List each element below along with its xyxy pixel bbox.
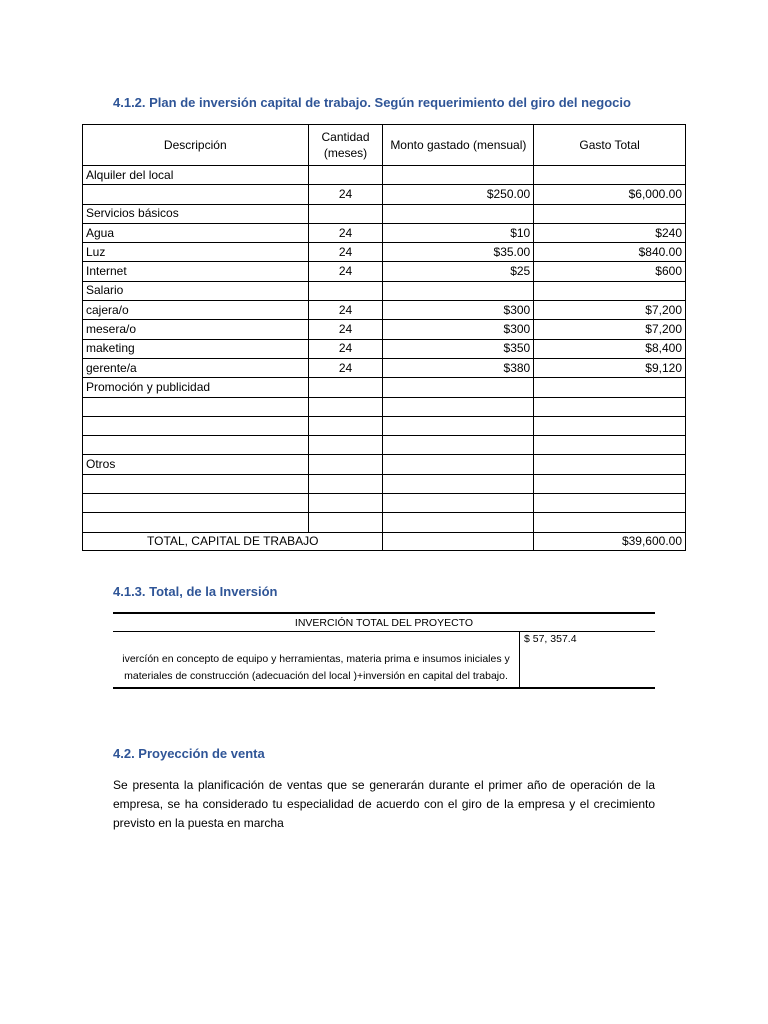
cell-cantidad: 24 <box>308 223 383 242</box>
cell-gasto-total <box>534 416 686 435</box>
cell-descripcion: Promoción y publicidad <box>83 378 309 397</box>
section-heading-412: 4.1.2. Plan de inversión capital de trabajo. Según requerimiento del giro del negocio <box>113 95 631 110</box>
cell-monto: $25 <box>383 262 534 281</box>
table-row <box>83 166 686 185</box>
cell-monto <box>383 436 534 455</box>
investment-description: ivercíón en concepto de equipo y herramientas, materia prima e insumos iniciales y materiales de construcción (adecuación del local )+inversión en capital del trabajo. <box>113 632 520 689</box>
cell-monto: $350 <box>383 339 534 358</box>
cell-descripcion <box>83 185 309 204</box>
cell-gasto-total: $9,120 <box>534 358 686 377</box>
table-row <box>83 397 686 416</box>
cell-descripcion: cajera/o <box>83 301 309 320</box>
cell-descripcion <box>83 474 309 493</box>
table-row <box>83 416 686 435</box>
cell-cantidad <box>308 513 383 532</box>
cell-cantidad: 24 <box>308 358 383 377</box>
cell-gasto-total: $600 <box>534 262 686 281</box>
cell-monto <box>383 281 534 300</box>
cell-gasto-total: $7,200 <box>534 320 686 339</box>
cell-monto: $35.00 <box>383 243 534 262</box>
cell-monto: $250.00 <box>383 185 534 204</box>
investment-table-title: INVERCIÓN TOTAL DEL PROYECTO <box>113 613 655 632</box>
investment-title-row <box>113 613 655 632</box>
cell-gasto-total <box>534 204 686 223</box>
cell-monto <box>383 378 534 397</box>
table-row <box>83 474 686 493</box>
cell-gasto-total: $840.00 <box>534 243 686 262</box>
total-row <box>83 532 686 550</box>
cell-gasto-total: $6,000.00 <box>534 185 686 204</box>
total-value: $39,600.00 <box>534 532 686 550</box>
investment-row <box>113 632 655 689</box>
cell-cantidad <box>308 281 383 300</box>
cell-cantidad: 24 <box>308 243 383 262</box>
total-investment-table <box>113 612 655 689</box>
table-row <box>83 185 686 204</box>
table-row <box>83 378 686 397</box>
header-monto: Monto gastado (mensual) <box>383 125 534 166</box>
cell-descripcion: gerente/a <box>83 358 309 377</box>
table-row <box>83 436 686 455</box>
cell-monto <box>383 474 534 493</box>
section-heading-413: 4.1.3. Total, de la Inversión <box>113 584 278 599</box>
cell-cantidad <box>308 436 383 455</box>
cell-monto <box>383 513 534 532</box>
cell-cantidad <box>308 397 383 416</box>
table-row <box>83 494 686 513</box>
sales-projection-paragraph: Se presenta la planificación de ventas que se generarán durante el primer año de operación de la empresa, se ha considerado tu especialidad de acuerdo con el giro de la empresa y el crecimiento previsto en la puesta en marcha <box>113 778 655 830</box>
header-descripcion: Descripción <box>83 125 309 166</box>
cell-gasto-total <box>534 436 686 455</box>
cell-monto: $300 <box>383 320 534 339</box>
cell-descripcion: mesera/o <box>83 320 309 339</box>
cell-gasto-total <box>534 378 686 397</box>
cell-monto <box>383 494 534 513</box>
cell-descripcion <box>83 436 309 455</box>
cell-descripcion <box>83 513 309 532</box>
table-row <box>83 204 686 223</box>
table-row <box>83 339 686 358</box>
cell-descripcion: maketing <box>83 339 309 358</box>
table-row <box>83 358 686 377</box>
cell-cantidad <box>308 416 383 435</box>
cell-descripcion <box>83 494 309 513</box>
total-empty-cell <box>383 532 534 550</box>
cell-gasto-total <box>534 281 686 300</box>
cell-cantidad: 24 <box>308 185 383 204</box>
cell-monto <box>383 166 534 185</box>
cell-cantidad: 24 <box>308 320 383 339</box>
table-row <box>83 320 686 339</box>
table-body <box>83 166 686 533</box>
cell-descripcion <box>83 416 309 435</box>
cell-gasto-total <box>534 166 686 185</box>
table-row <box>83 223 686 242</box>
cell-descripcion: Otros <box>83 455 309 474</box>
working-capital-table <box>82 124 686 551</box>
section-heading-42: 4.2. Proyección de venta <box>113 746 265 761</box>
header-cantidad: Cantidad (meses) <box>308 125 383 166</box>
cell-cantidad: 24 <box>308 262 383 281</box>
cell-descripcion <box>83 397 309 416</box>
cell-descripcion: Servicios básicos <box>83 204 309 223</box>
table-row <box>83 281 686 300</box>
cell-monto: $10 <box>383 223 534 242</box>
cell-cantidad <box>308 474 383 493</box>
cell-cantidad: 24 <box>308 301 383 320</box>
table-row <box>83 455 686 474</box>
table-row <box>83 243 686 262</box>
cell-descripcion: Alquiler del local <box>83 166 309 185</box>
cell-monto: $380 <box>383 358 534 377</box>
cell-monto <box>383 204 534 223</box>
cell-gasto-total: $7,200 <box>534 301 686 320</box>
cell-cantidad <box>308 204 383 223</box>
investment-amount: $ 57, 357.4 <box>520 632 656 689</box>
cell-monto <box>383 455 534 474</box>
cell-monto <box>383 397 534 416</box>
cell-gasto-total <box>534 397 686 416</box>
cell-gasto-total <box>534 455 686 474</box>
table-row <box>83 301 686 320</box>
table-row <box>83 513 686 532</box>
cell-gasto-total: $240 <box>534 223 686 242</box>
cell-monto <box>383 416 534 435</box>
total-label: TOTAL, CAPITAL DE TRABAJO <box>83 532 383 550</box>
cell-descripcion: Agua <box>83 223 309 242</box>
cell-cantidad: 24 <box>308 339 383 358</box>
header-gasto-total: Gasto Total <box>534 125 686 166</box>
table-header-row <box>83 125 686 166</box>
cell-descripcion: Salario <box>83 281 309 300</box>
cell-gasto-total <box>534 513 686 532</box>
cell-cantidad <box>308 494 383 513</box>
table-row <box>83 262 686 281</box>
cell-gasto-total <box>534 474 686 493</box>
cell-cantidad <box>308 166 383 185</box>
cell-gasto-total <box>534 494 686 513</box>
cell-monto: $300 <box>383 301 534 320</box>
cell-descripcion: Luz <box>83 243 309 262</box>
cell-cantidad <box>308 455 383 474</box>
cell-gasto-total: $8,400 <box>534 339 686 358</box>
cell-descripcion: Internet <box>83 262 309 281</box>
cell-cantidad <box>308 378 383 397</box>
